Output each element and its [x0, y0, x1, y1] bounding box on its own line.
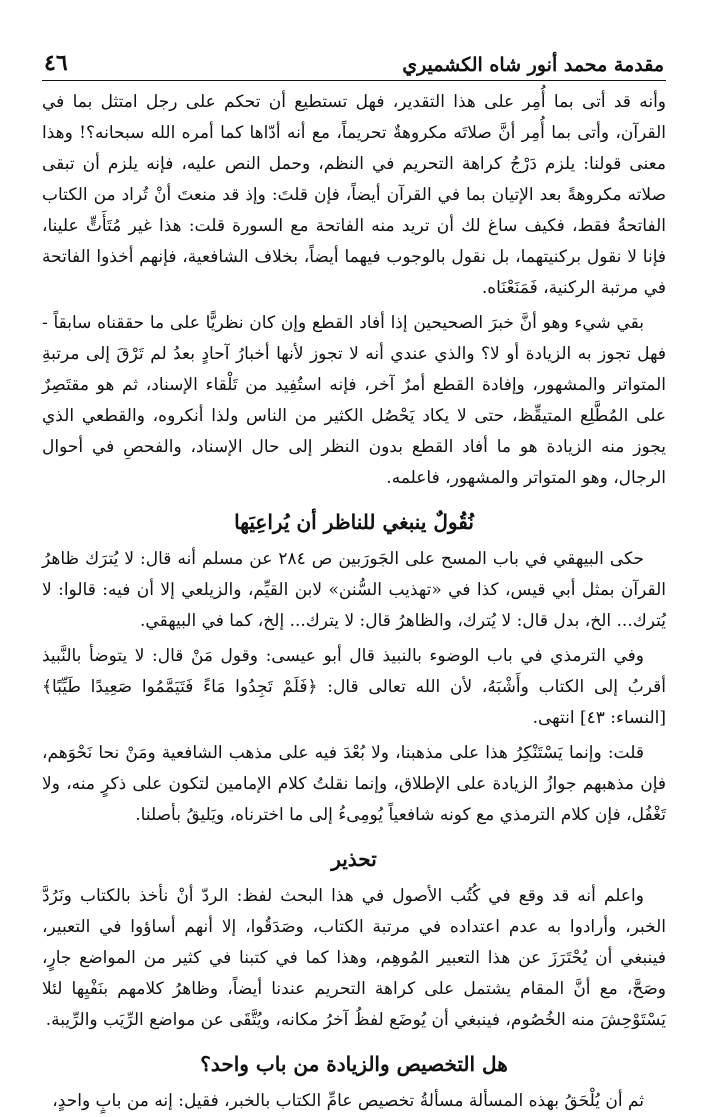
- paragraph: واعلم أنه قد وقع في كُتُب الأصول في هذا البحث لفظ: الردّ أنْ نأخذ بالكتاب ونَرُدَّ الخبر، وأرادوا به عدم اعتداده في مرتبة الكتاب، وصَدَقُوا، إلا أنهم أساؤوا في التعبير، فينبغي أن يُحْتَرَزَ عن هذا التعبير المُوهِم، وهذا كما في كتبنا في كثير من المواضع جارٍ، وصَحَّ، مع أنَّ المقام يشتمل على كراهة التحريم عندنا أيضاً، وظاهرُ كلامهم بنَفْيِها لئلا يَسْتَوْحِشَ منه الخُصُوم، فينبغي أن يُوضَع لفظُ آخرُ مكانه، ويُتَّقَى عن مواضع الرِّيَب والرِّيبة.: [42, 886, 666, 1030]
- paragraph: حكى البيهقي في باب المسح على الجَورَبين ص ٢٨٤ عن مسلم أنه قال: لا يُترَك ظاهرُ القرآن بمثل أبي قيس، كذا في «تهذيب السُّنن» لابن القيِّم، والزيلعي إلا أن فيه: قالوا: لا يُترك... الخ، بدل قال: لا يُترك، والظاهرُ قال: لا يترك... إلخ، كما في البيهقي.: [42, 549, 666, 631]
- running-header: [42, 36, 666, 81]
- paragraph: بقي شيء وهو أنَّ خبرَ الصحيحين إذا أفاد القطع وإن كان نظريًّا على ما حققناه سابقاً - فهل تجوز به الزيادة أو لا؟ والذي عندي أنه لا تجوز لأنها أخبارُ آحادٍ بعدُ لم تَرْقَ إلى مرتبةِ المتواتر والمشهور، وإفادة القطع أمرٌ آخر، فإنه استُفِيد من تَلْقاء الإسناد، ثم هو مقتَصِرٌ على المُطَّلِع المتيقِّظ، حتى لا يكاد يَحْصُل الكثير من الناس ولذا أنكروه، والقطعي الذي يجوز منه الزيادة هو ما أفاد القطع بدون النظر إلى حال الإسناد، والفحصِ في أحوال الرجال، وهو المتواتر والمشهور، فاعلمه.: [42, 313, 666, 488]
- page-number: ٤٦: [44, 50, 68, 76]
- body-content: [42, 87, 666, 1117]
- header-title: مقدمة محمد أنور شاه الكشميري: [402, 54, 664, 76]
- paragraph: وأنه قد أتى بما أُمِر على هذا التقدير، فهل تستطيع أن تحكم على رجل امتثل بما في القرآن، وأتى بما أُمِر أنَّ صلاتَه مكروهةٌ تحريماً، مع أنه أدّاها كما أمره الله سبحانه؟! وهذا معنى قولنا: يلزم دَرْجُ كراهة التحريم في النظم، وحمل النص عليه، فإنه يلزم أن تبقى صلاته مكروهةً بعد الإتيان بما في القرآن أيضاً، فإن قلتَ: وإذ قد منعتَ أنْ تُراد من الكتاب الفاتحةُ فقط، فكيف ساغ لك أن تريد منه الفاتحة مع السورة قلت: هذا غير مُتَأَتٍّ علينا، فإنا لا نقول بركنيتهما، بل نقول بالوجوب فيهما أيضاً، بخلاف الشافعية، فإنهم أخذوا الفاتحة في مرتبة الركنية، فَمَنَعْنَاه.: [42, 92, 666, 298]
- section-heading: تحذير: [331, 847, 377, 871]
- section-heading: هل التخصيص والزيادة من باب واحد؟: [200, 1052, 508, 1076]
- paragraph: قلت: وإنما يَسْتَنْكِرُ هذا على مذهبنا، ولا بُعْدَ فيه على مذهب الشافعية ومَنْ نحا نَحْوَهم، فإن مذهبهم جوازُ الزيادة على الإطلاق، وإنما نقلتُ كلام الإمامين لتكون على ذكرٍ منه، ولا تَغْفُل، فإن كلام الترمذي مع كونه شافعياً يُومِىءُ إلى ما اخترناه، ويَليقُ بأصلنا.: [42, 743, 666, 825]
- section-heading: نُقُولٌ ينبغي للناظر أن يُراعِيَها: [234, 510, 474, 534]
- paragraph: وفي الترمذي في باب الوضوء بالنبيذ قال أبو عيسى: وقول مَنْ قال: لا يتوضأ بالنَّبيذ أقربُ إلى الكتاب وأَشْبَهُ، لأن الله تعالى قال: ﴿فَلَمْ تَجِدُوا مَاءً فَتَيَمَّمُوا صَعِيدًا طَيِّبًا﴾ [النساء: ٤٣] انتهى.: [42, 646, 666, 728]
- paragraph: ثم أن يُلْحَقُ بهذه المسألة مسألةُ تخصيص عامِّ الكتاب بالخبر، فقيل: إنه من بابٍ واحدٍ،: [52, 1091, 644, 1111]
